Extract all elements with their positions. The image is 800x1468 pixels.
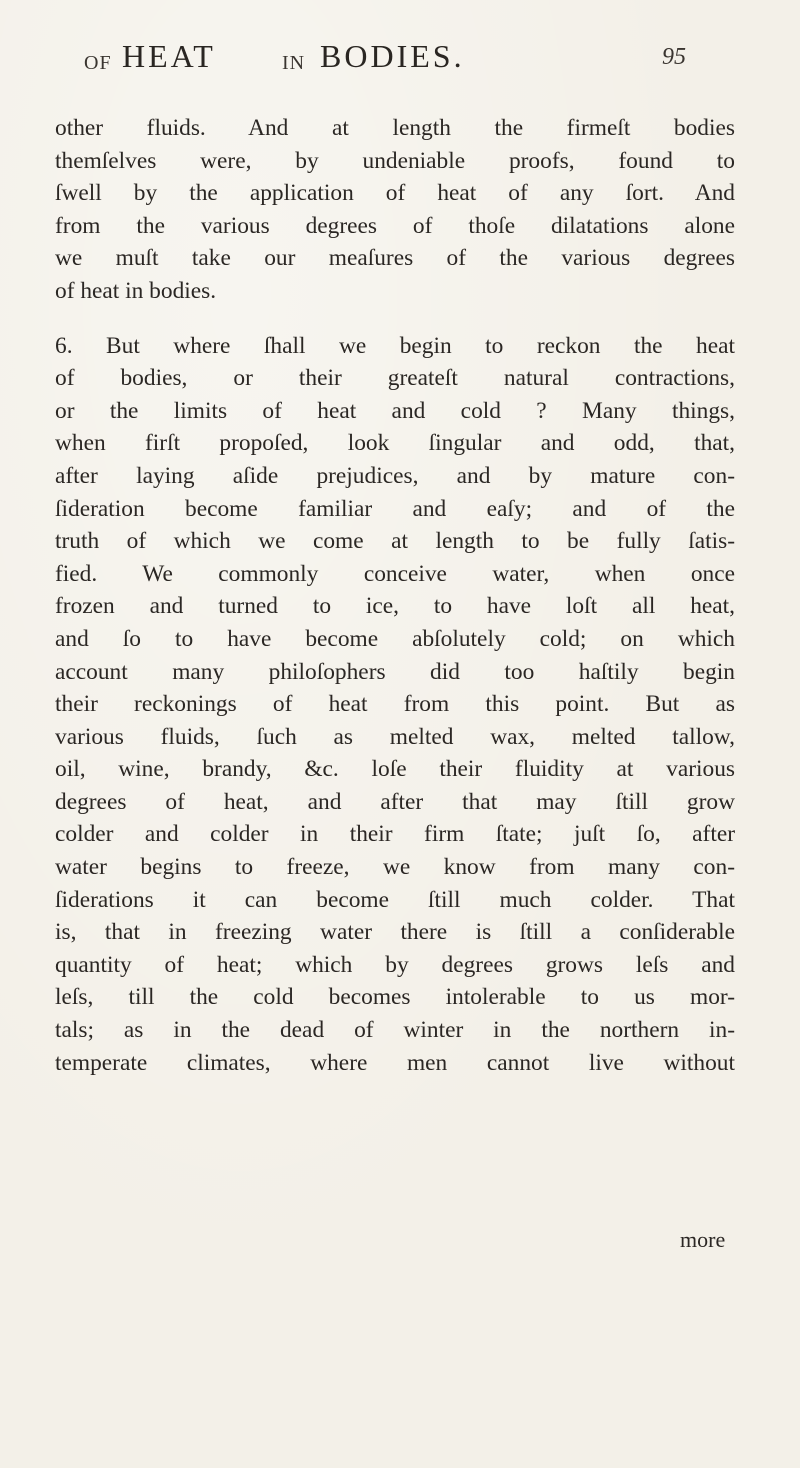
- text-line: account many philoſophers did too haſtily begin: [55, 658, 735, 685]
- text-line: leſs, till the cold becomes intolerable to us mor-: [55, 984, 735, 1011]
- running-head-bodies: BODIES.: [320, 38, 465, 74]
- text-line: degrees of heat, and after that may ſtill grow: [55, 788, 735, 815]
- running-head-in: IN: [282, 52, 306, 74]
- text-line: quantity of heat; which by degrees grows leſs and: [55, 951, 735, 978]
- running-head-of: OF: [84, 52, 112, 74]
- text-line: or the limits of heat and cold ? Many things,: [55, 397, 735, 424]
- text-line: is, that in freezing water there is ſtill a conſiderable: [55, 919, 735, 946]
- text-line: temperate climates, where men cannot live without: [55, 1049, 735, 1076]
- text-line: oil, wine, brandy, &c. loſe their fluidity at various: [55, 756, 735, 783]
- paragraph-1: [55, 112, 735, 308]
- text-line: after laying aſide prejudices, and by mature con-: [55, 462, 735, 489]
- text-line: frozen and turned to ice, to have loſt all heat,: [55, 593, 735, 620]
- text-line: various fluids, ſuch as melted wax, melted tallow,: [55, 723, 735, 750]
- body-text: [55, 112, 735, 1079]
- catchword: more: [680, 1227, 726, 1252]
- text-line: ſideration become familiar and eaſy; and of the: [55, 495, 735, 522]
- text-line: themſelves were, by undeniable proofs, found to: [55, 147, 735, 174]
- text-line: 6. But where ſhall we begin to reckon the heat: [55, 332, 735, 359]
- paragraph-2: [55, 330, 735, 1080]
- paragraph-gap: [55, 308, 735, 330]
- text-line: from the various degrees of thoſe dilatations alone: [55, 212, 735, 239]
- text-line: of heat in bodies.: [55, 277, 217, 304]
- text-line: their reckonings of heat from this point. But as: [55, 691, 735, 718]
- running-head: [80, 38, 730, 88]
- text-line: when firſt propoſed, look ſingular and odd, that,: [55, 430, 735, 457]
- text-line: ſwell by the application of heat of any ſort. And: [55, 180, 735, 207]
- text-line: we muſt take our meaſures of the various degrees: [55, 245, 735, 272]
- text-line: colder and colder in their firm ſtate; juſt ſo, after: [55, 821, 735, 848]
- text-line: of bodies, or their greateſt natural contractions,: [55, 365, 735, 392]
- text-line: ſiderations it can become ſtill much colder. That: [55, 886, 735, 913]
- text-line: fied. We commonly conceive water, when once: [55, 560, 735, 587]
- text-line: water begins to freeze, we know from many con-: [55, 854, 735, 881]
- text-line: and ſo to have become abſolutely cold; on which: [55, 625, 735, 652]
- text-line: other fluids. And at length the firmeſt bodies: [55, 115, 735, 141]
- running-head-heat: HEAT: [122, 38, 216, 74]
- page-number: 95: [662, 44, 686, 70]
- text-line: tals; as in the dead of winter in the northern in-: [55, 1017, 735, 1044]
- text-line: truth of which we come at length to be fully ſatis-: [55, 528, 735, 555]
